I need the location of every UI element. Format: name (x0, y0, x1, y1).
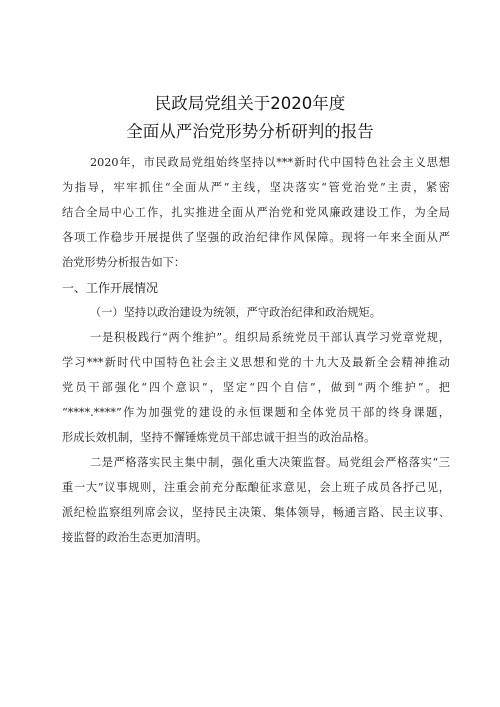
para2-line-1: 二是严格落实民主集中制，强化重大决策监督。局党组会严格落实“三 (90, 456, 450, 469)
para1-line-5: 形成长效机制，坚持不懈锤炼党员干部忠诚干担当的政治品格。 (62, 431, 376, 444)
para2-line-4: 接监督的政治生态更加清明。 (62, 531, 208, 544)
intro-line-3: 结合全局中心工作，扎实推进全面从严治党和党风廉政建设工作，为全局 (62, 206, 450, 219)
section-heading: 一、工作开展情况 (62, 281, 159, 295)
intro-line-1: 2020年，市民政局党组始终坚持以***新时代中国特色社会主义思想 (90, 156, 450, 169)
para2-line-2: 重一大”议事规则，注重会前充分酝酿征求意见，会上班子成员各抒己见， (62, 481, 450, 494)
intro-line-5: 治党形势分析报告如下： (62, 256, 186, 269)
para1-line-3: 党员干部强化“四个意识”，坚定“四个自信”，做到“两个维护”。把 (62, 381, 450, 394)
para1-line-4: “****.****”作为加强党的建设的永恒课题和全体党员干部的终身课题， (62, 406, 450, 419)
para1-line-2: 学习***新时代中国特色社会主义思想和党的十九大及最新全会精神推动 (62, 356, 450, 369)
para1-line-1: 一是积极践行“两个维护”。组织局系统党员干部认真学习党章党规， (90, 331, 450, 344)
subsection-heading: （一）坚持以政治建设为统领，严守政治纪律和政治规矩。 (90, 306, 381, 319)
report-title-line-1: 民政局党组关于2020年度 (154, 94, 346, 113)
intro-line-2: 为指导，牢牢抓住“全面从严”主线，坚决落实“管党治党”主责，紧密 (62, 181, 450, 194)
para2-line-3: 派纪检监察组列席会议，坚持民主决策、集体领导，畅通言路、民主议事、 (62, 506, 450, 519)
intro-line-4: 各项工作稳步开展提供了坚强的政治纪律作风保障。现将一年来全面从严 (62, 231, 450, 244)
report-title-line-2: 全面从严治党形势分析研判的报告 (126, 122, 374, 141)
